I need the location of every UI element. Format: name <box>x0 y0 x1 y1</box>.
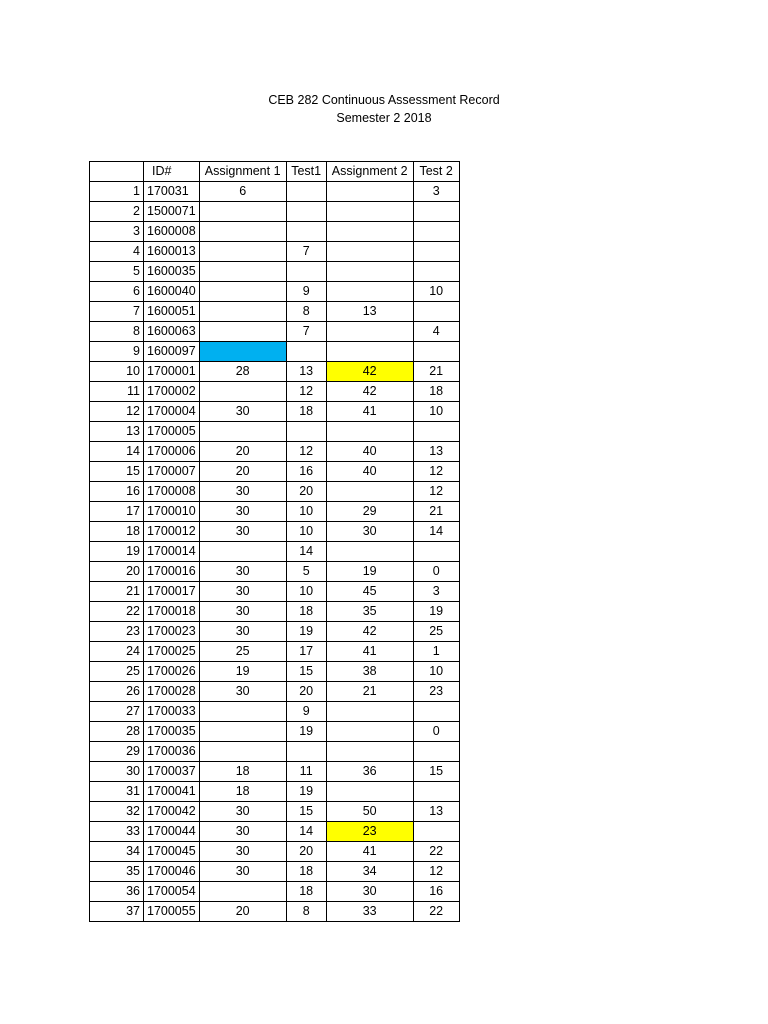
test1-cell: 19 <box>286 782 326 802</box>
row-index-cell: 18 <box>90 522 144 542</box>
row-index-cell: 1 <box>90 182 144 202</box>
assignment2-cell: 42 <box>326 382 413 402</box>
test1-cell: 20 <box>286 842 326 862</box>
test2-cell: 10 <box>413 662 459 682</box>
row-index-cell: 7 <box>90 302 144 322</box>
assignment2-cell <box>326 702 413 722</box>
row-index-cell: 35 <box>90 862 144 882</box>
assignment1-cell <box>199 542 286 562</box>
assignment2-cell: 41 <box>326 842 413 862</box>
assignment1-cell <box>199 342 286 362</box>
test2-cell: 23 <box>413 682 459 702</box>
test2-cell: 3 <box>413 582 459 602</box>
assignment1-cell <box>199 262 286 282</box>
test1-cell: 10 <box>286 582 326 602</box>
test2-cell <box>413 222 459 242</box>
test1-cell: 15 <box>286 802 326 822</box>
table-row <box>90 362 460 382</box>
test2-cell <box>413 742 459 762</box>
assignment2-cell: 21 <box>326 682 413 702</box>
assignment2-cell: 23 <box>326 822 413 842</box>
row-index-cell: 28 <box>90 722 144 742</box>
row-index-cell: 5 <box>90 262 144 282</box>
student-id-cell: 1600013 <box>144 242 200 262</box>
column-header-index <box>90 162 144 182</box>
student-id-cell: 1700007 <box>144 462 200 482</box>
assessment-table <box>89 161 460 922</box>
test2-cell: 21 <box>413 502 459 522</box>
test1-cell: 9 <box>286 282 326 302</box>
student-id-cell: 1700010 <box>144 502 200 522</box>
test2-cell: 1 <box>413 642 459 662</box>
test2-cell: 25 <box>413 622 459 642</box>
test1-cell: 17 <box>286 642 326 662</box>
assignment2-cell <box>326 342 413 362</box>
student-id-cell: 1700017 <box>144 582 200 602</box>
row-index-cell: 20 <box>90 562 144 582</box>
row-index-cell: 33 <box>90 822 144 842</box>
assignment2-cell: 40 <box>326 442 413 462</box>
assignment1-cell: 20 <box>199 442 286 462</box>
row-index-cell: 8 <box>90 322 144 342</box>
table-row <box>90 742 460 762</box>
test1-cell <box>286 222 326 242</box>
assignment2-cell <box>326 742 413 762</box>
table-row <box>90 562 460 582</box>
column-header-test2: Test 2 <box>413 162 459 182</box>
test2-cell: 12 <box>413 462 459 482</box>
assignment1-cell: 30 <box>199 402 286 422</box>
row-index-cell: 26 <box>90 682 144 702</box>
table-row <box>90 902 460 922</box>
assignment1-cell: 30 <box>199 602 286 622</box>
row-index-cell: 16 <box>90 482 144 502</box>
assignment2-cell <box>326 222 413 242</box>
row-index-cell: 32 <box>90 802 144 822</box>
test1-cell: 14 <box>286 542 326 562</box>
table-row <box>90 662 460 682</box>
table-row <box>90 282 460 302</box>
table-row <box>90 542 460 562</box>
student-id-cell: 1700008 <box>144 482 200 502</box>
student-id-cell: 1600097 <box>144 342 200 362</box>
row-index-cell: 15 <box>90 462 144 482</box>
assignment2-cell <box>326 202 413 222</box>
table-row <box>90 862 460 882</box>
table-row <box>90 642 460 662</box>
assignment2-cell <box>326 182 413 202</box>
assignment2-cell <box>326 542 413 562</box>
student-id-cell: 170031 <box>144 182 200 202</box>
test2-cell: 22 <box>413 902 459 922</box>
table-row <box>90 222 460 242</box>
assignment1-cell: 30 <box>199 562 286 582</box>
student-id-cell: 1700035 <box>144 722 200 742</box>
test2-cell <box>413 242 459 262</box>
assignment1-cell: 20 <box>199 902 286 922</box>
table-row <box>90 202 460 222</box>
test2-cell: 12 <box>413 482 459 502</box>
assignment1-cell <box>199 242 286 262</box>
test1-cell <box>286 422 326 442</box>
table-row <box>90 522 460 542</box>
row-index-cell: 14 <box>90 442 144 462</box>
assignment1-cell: 30 <box>199 862 286 882</box>
student-id-cell: 1700012 <box>144 522 200 542</box>
test1-cell <box>286 742 326 762</box>
test1-cell: 18 <box>286 862 326 882</box>
assignment2-cell: 36 <box>326 762 413 782</box>
test1-cell <box>286 202 326 222</box>
assignment1-cell <box>199 742 286 762</box>
assignment2-cell: 40 <box>326 462 413 482</box>
test2-cell <box>413 542 459 562</box>
table-row <box>90 822 460 842</box>
test2-cell: 0 <box>413 722 459 742</box>
student-id-cell: 1700018 <box>144 602 200 622</box>
assignment1-cell: 30 <box>199 522 286 542</box>
document-title: CEB 282 Continuous Assessment Record <box>268 93 500 107</box>
table-row <box>90 762 460 782</box>
assignment2-cell: 41 <box>326 402 413 422</box>
student-id-cell: 1700002 <box>144 382 200 402</box>
assignment1-cell <box>199 202 286 222</box>
row-index-cell: 13 <box>90 422 144 442</box>
column-header-assignment2: Assignment 2 <box>326 162 413 182</box>
table-row <box>90 702 460 722</box>
row-index-cell: 3 <box>90 222 144 242</box>
table-body <box>90 182 460 922</box>
row-index-cell: 12 <box>90 402 144 422</box>
student-id-cell: 1600008 <box>144 222 200 242</box>
assignment2-cell: 45 <box>326 582 413 602</box>
test1-cell: 15 <box>286 662 326 682</box>
assignment1-cell <box>199 382 286 402</box>
row-index-cell: 25 <box>90 662 144 682</box>
test1-cell: 11 <box>286 762 326 782</box>
assignment2-cell <box>326 422 413 442</box>
assignment2-cell: 41 <box>326 642 413 662</box>
test2-cell: 13 <box>413 802 459 822</box>
assignment1-cell: 18 <box>199 782 286 802</box>
assignment1-cell <box>199 882 286 902</box>
assignment2-cell: 13 <box>326 302 413 322</box>
test2-cell <box>413 342 459 362</box>
assignment2-cell: 38 <box>326 662 413 682</box>
row-index-cell: 30 <box>90 762 144 782</box>
test2-cell: 0 <box>413 562 459 582</box>
row-index-cell: 31 <box>90 782 144 802</box>
test2-cell <box>413 202 459 222</box>
student-id-cell: 1700006 <box>144 442 200 462</box>
test2-cell <box>413 822 459 842</box>
assignment1-cell <box>199 422 286 442</box>
test1-cell: 8 <box>286 302 326 322</box>
student-id-cell: 1700025 <box>144 642 200 662</box>
assignment1-cell: 30 <box>199 582 286 602</box>
test1-cell: 20 <box>286 682 326 702</box>
table-row <box>90 462 460 482</box>
test1-cell: 12 <box>286 442 326 462</box>
test1-cell: 7 <box>286 242 326 262</box>
test1-cell: 8 <box>286 902 326 922</box>
table-row <box>90 322 460 342</box>
test2-cell: 4 <box>413 322 459 342</box>
assignment2-cell: 30 <box>326 882 413 902</box>
assignment2-cell <box>326 782 413 802</box>
test2-cell: 3 <box>413 182 459 202</box>
row-index-cell: 9 <box>90 342 144 362</box>
student-id-cell: 1700026 <box>144 662 200 682</box>
student-id-cell: 1700001 <box>144 362 200 382</box>
table-row <box>90 782 460 802</box>
row-index-cell: 22 <box>90 602 144 622</box>
assignment2-cell: 29 <box>326 502 413 522</box>
student-id-cell: 1700045 <box>144 842 200 862</box>
assignment2-cell <box>326 322 413 342</box>
test1-cell: 14 <box>286 822 326 842</box>
row-index-cell: 37 <box>90 902 144 922</box>
test1-cell: 10 <box>286 522 326 542</box>
table-row <box>90 802 460 822</box>
assignment2-cell: 34 <box>326 862 413 882</box>
table-header-row <box>90 162 460 182</box>
table-row <box>90 682 460 702</box>
row-index-cell: 19 <box>90 542 144 562</box>
student-id-cell: 1700041 <box>144 782 200 802</box>
assignment2-cell <box>326 482 413 502</box>
table-row <box>90 442 460 462</box>
assignment1-cell <box>199 302 286 322</box>
student-id-cell: 1700055 <box>144 902 200 922</box>
assignment2-cell: 42 <box>326 622 413 642</box>
assignment2-cell <box>326 282 413 302</box>
student-id-cell: 1700033 <box>144 702 200 722</box>
test1-cell: 16 <box>286 462 326 482</box>
table-row <box>90 302 460 322</box>
assignment1-cell <box>199 722 286 742</box>
row-index-cell: 34 <box>90 842 144 862</box>
test2-cell: 10 <box>413 282 459 302</box>
student-id-cell: 1600051 <box>144 302 200 322</box>
table-row <box>90 582 460 602</box>
assignment1-cell: 30 <box>199 502 286 522</box>
column-header-test1: Test1 <box>286 162 326 182</box>
table-row <box>90 842 460 862</box>
row-index-cell: 6 <box>90 282 144 302</box>
assignment2-cell: 30 <box>326 522 413 542</box>
student-id-cell: 1700014 <box>144 542 200 562</box>
assignment1-cell <box>199 282 286 302</box>
test2-cell: 14 <box>413 522 459 542</box>
table-row <box>90 502 460 522</box>
row-index-cell: 2 <box>90 202 144 222</box>
row-index-cell: 24 <box>90 642 144 662</box>
test1-cell: 19 <box>286 722 326 742</box>
test2-cell: 19 <box>413 602 459 622</box>
test1-cell: 7 <box>286 322 326 342</box>
test1-cell: 18 <box>286 602 326 622</box>
student-id-cell: 1700054 <box>144 882 200 902</box>
test1-cell: 5 <box>286 562 326 582</box>
test2-cell: 10 <box>413 402 459 422</box>
assignment1-cell: 30 <box>199 822 286 842</box>
assignment1-cell <box>199 702 286 722</box>
assignment2-cell: 50 <box>326 802 413 822</box>
assignment2-cell <box>326 242 413 262</box>
test2-cell: 16 <box>413 882 459 902</box>
test1-cell <box>286 182 326 202</box>
test2-cell <box>413 302 459 322</box>
assignment2-cell <box>326 722 413 742</box>
test2-cell <box>413 782 459 802</box>
table-row <box>90 422 460 442</box>
student-id-cell: 1700005 <box>144 422 200 442</box>
student-id-cell: 1700028 <box>144 682 200 702</box>
student-id-cell: 1500071 <box>144 202 200 222</box>
assignment1-cell: 28 <box>199 362 286 382</box>
row-index-cell: 10 <box>90 362 144 382</box>
assignment2-cell: 42 <box>326 362 413 382</box>
assignment2-cell: 19 <box>326 562 413 582</box>
assignment1-cell: 6 <box>199 182 286 202</box>
student-id-cell: 1600040 <box>144 282 200 302</box>
student-id-cell: 1700004 <box>144 402 200 422</box>
test1-cell: 19 <box>286 622 326 642</box>
assignment2-cell: 33 <box>326 902 413 922</box>
assignment1-cell: 30 <box>199 622 286 642</box>
table-row <box>90 722 460 742</box>
test2-cell: 18 <box>413 382 459 402</box>
test2-cell: 22 <box>413 842 459 862</box>
assignment1-cell: 30 <box>199 802 286 822</box>
test1-cell: 20 <box>286 482 326 502</box>
assignment1-cell: 25 <box>199 642 286 662</box>
assignment1-cell: 30 <box>199 842 286 862</box>
document-header <box>266 92 502 127</box>
student-id-cell: 1700036 <box>144 742 200 762</box>
assignment1-cell: 20 <box>199 462 286 482</box>
student-id-cell: 1700037 <box>144 762 200 782</box>
test1-cell: 12 <box>286 382 326 402</box>
table-row <box>90 242 460 262</box>
test1-cell <box>286 262 326 282</box>
test1-cell <box>286 342 326 362</box>
test2-cell: 13 <box>413 442 459 462</box>
assignment1-cell <box>199 222 286 242</box>
row-index-cell: 29 <box>90 742 144 762</box>
row-index-cell: 27 <box>90 702 144 722</box>
test2-cell <box>413 422 459 442</box>
assignment1-cell: 30 <box>199 482 286 502</box>
student-id-cell: 1600063 <box>144 322 200 342</box>
student-id-cell: 1600035 <box>144 262 200 282</box>
student-id-cell: 1700044 <box>144 822 200 842</box>
assignment1-cell: 30 <box>199 682 286 702</box>
test1-cell: 10 <box>286 502 326 522</box>
table-row <box>90 882 460 902</box>
table-row <box>90 602 460 622</box>
test2-cell: 12 <box>413 862 459 882</box>
test2-cell <box>413 702 459 722</box>
row-index-cell: 4 <box>90 242 144 262</box>
column-header-assignment1: Assignment 1 <box>199 162 286 182</box>
student-id-cell: 1700046 <box>144 862 200 882</box>
table-row <box>90 342 460 362</box>
row-index-cell: 36 <box>90 882 144 902</box>
row-index-cell: 11 <box>90 382 144 402</box>
student-id-cell: 1700023 <box>144 622 200 642</box>
test1-cell: 18 <box>286 882 326 902</box>
test2-cell: 21 <box>413 362 459 382</box>
table-row <box>90 182 460 202</box>
column-header-id: ID# <box>144 162 200 182</box>
test1-cell: 18 <box>286 402 326 422</box>
assignment1-cell: 19 <box>199 662 286 682</box>
assignment2-cell <box>326 262 413 282</box>
table-row <box>90 482 460 502</box>
assignment1-cell <box>199 322 286 342</box>
test2-cell <box>413 262 459 282</box>
row-index-cell: 17 <box>90 502 144 522</box>
student-id-cell: 1700016 <box>144 562 200 582</box>
test1-cell: 13 <box>286 362 326 382</box>
table-row <box>90 382 460 402</box>
assignment2-cell: 35 <box>326 602 413 622</box>
table-row <box>90 622 460 642</box>
table-row <box>90 262 460 282</box>
row-index-cell: 23 <box>90 622 144 642</box>
student-id-cell: 1700042 <box>144 802 200 822</box>
document-subtitle: Semester 2 2018 <box>336 110 432 125</box>
test1-cell: 9 <box>286 702 326 722</box>
assignment1-cell: 18 <box>199 762 286 782</box>
table-row <box>90 402 460 422</box>
test2-cell: 15 <box>413 762 459 782</box>
row-index-cell: 21 <box>90 582 144 602</box>
